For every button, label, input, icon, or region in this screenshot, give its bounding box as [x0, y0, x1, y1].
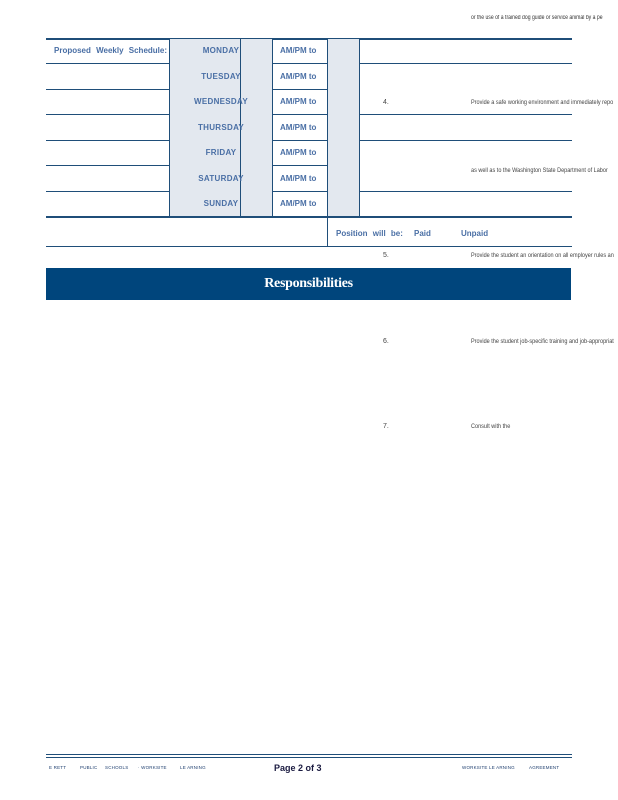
ampm-monday: AM/PM to: [280, 46, 317, 55]
item-5-number: 5.: [383, 252, 389, 259]
item-6-text: Provide the student job-specific training and job-appropriat: [471, 338, 614, 345]
col-divider: [327, 38, 328, 216]
footer-right-1: WORKSITE LE ARNING: [462, 765, 515, 770]
ampm-saturday: AM/PM to: [280, 174, 317, 183]
day-friday: FRIDAY: [205, 148, 237, 157]
day-saturday: SATURDAY: [198, 174, 244, 183]
footer-rule: [46, 757, 572, 758]
footer-left-5: LE ARNING: [180, 765, 206, 770]
item-5-text: Provide the student an orientation on all employer rules an: [471, 252, 614, 259]
footer-left-3: SCHOOLS: [105, 765, 129, 770]
responsibilities-banner: [46, 268, 571, 300]
footer-left-4: · WORKSITE: [138, 765, 167, 770]
footer-left-1: E RETT: [49, 765, 67, 770]
top-continuation-text: or the use of a trained dog guide or service animal by a pe: [471, 15, 603, 21]
item-7-text: Consult with the: [471, 423, 511, 430]
ampm-thursday: AM/PM to: [280, 123, 317, 132]
banner-title: Responsibilities: [264, 276, 353, 291]
position-label: Position will be:: [336, 229, 403, 238]
position-divider: [327, 216, 328, 246]
footer-rule: [46, 754, 572, 755]
schedule-label: Proposed Weekly Schedule:: [54, 46, 167, 55]
day-wednesday: WEDNESDAY: [194, 97, 248, 106]
day-sunday: SUNDAY: [203, 199, 239, 208]
col-divider: [359, 38, 360, 216]
day-thursday: THURSDAY: [197, 123, 245, 132]
page-number: Page 2 of 3: [274, 763, 322, 773]
item-7-number: 7.: [383, 423, 389, 430]
day-monday: MONDAY: [202, 46, 240, 55]
footer-left-2: PUBLIC: [80, 765, 98, 770]
ampm-sunday: AM/PM to: [280, 199, 317, 208]
item-4-number: 4.: [383, 99, 389, 106]
unpaid-option[interactable]: Unpaid: [461, 229, 489, 238]
schedule-bottom-border: [46, 216, 572, 218]
time-column-shade: [328, 39, 359, 216]
item-4-continuation: as well as to the Washington State Department of Labor: [471, 167, 608, 174]
ampm-friday: AM/PM to: [280, 148, 317, 157]
ampm-wednesday: AM/PM to: [280, 97, 317, 106]
position-row-bottom: [46, 246, 572, 247]
item-6-number: 6.: [383, 338, 389, 345]
row-divider: [46, 114, 572, 115]
paid-option[interactable]: Paid: [414, 229, 431, 238]
row-divider: [46, 63, 572, 64]
item-4-text: Provide a safe working environment and immediately repo: [471, 99, 614, 106]
day-tuesday: TUESDAY: [201, 72, 241, 81]
col-divider: [272, 38, 273, 216]
ampm-tuesday: AM/PM to: [280, 72, 317, 81]
row-divider: [46, 140, 572, 141]
footer-right-2: AGREEMENT: [529, 765, 560, 770]
schedule-top-border: [46, 38, 572, 40]
row-divider: [46, 191, 572, 192]
